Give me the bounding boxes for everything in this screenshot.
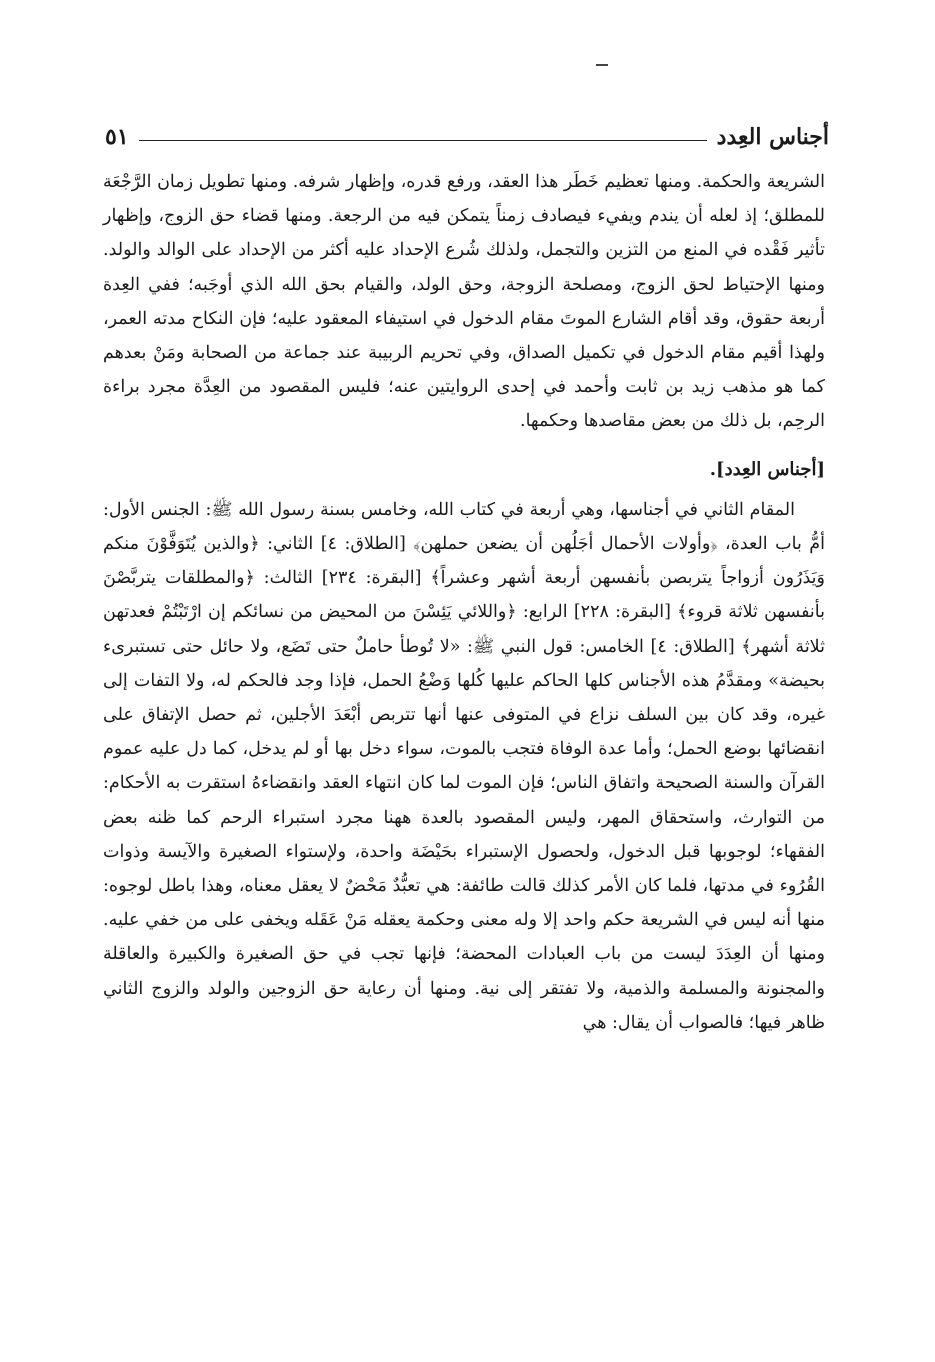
paragraph-1: الشريعة والحكمة. ومنها تعظيم خَطَر هذا العقد، ورفع قدره، وإظهار شرفه. ومنها تطويل زمان الرَّجْعَة للمطلق؛ إذ لعله أن يندم ويفيء فيصادف زمناً يتمكن فيه من الرجعة. ومنها قضاء حق الزوج، وإظهار تأثير فَقْده في المنع من التزين والتجمل، ولذلك شُرع الإحداد عليه أكثر من الإحداد على الوالد والولد. ومنها الإحتياط لحق الزوج، ومصلحة الزوجة، وحق الولد، والقيام بحق الله الذي أوجَبه؛ ففي العِدة أربعة حقوق، وقد أقام الشارع الموتَ مقام الدخول في استيفاء المعقود عليه؛ فإن النكاح مدته العمر، ولهذا أقيم مقام الدخول في تكميل الصداق، وفي تحريم الربيبة عند جماعة من الصحابة ومَنْ بعدهم كما هو مذهب زيد بن ثابت وأحمد في إحدى الروايتين عنه؛ فليس المقصود من العِدَّة مجرد براءة الرحِم، بل ذلك من بعض مقاصدها وحكمها. — [103, 172, 825, 432]
top-mark — [596, 64, 608, 66]
header-rule — [139, 140, 707, 141]
header-title: أجناس العِدد — [716, 124, 829, 150]
section-heading: [أجناس العِدد]. — [709, 458, 825, 480]
paragraph-2: المقام الثاني في أجناسها، وهي أربعة في كتاب الله، وخامس بسنة رسول الله ﷺ: الجنس الأول: أمُّ باب العدة، ﴿وأولات الأحمال أجَلُهن أن يضعن حملهن﴾ [الطلاق: ٤] الثاني: ﴿والذين يُتَوَفَّوْنَ منكم وَيَذَرُون أزواجاً يتربصن بأنفسهن أربعة أشهر وعشراً﴾ [البقرة: ٢٣٤] الثالث: ﴿والمطلقات يتربَّصْنَ بأنفسهن ثلاثة قروء﴾ [البقرة: ٢٢٨] الرابع: ﴿واللائي يَئِسْنَ من المحيض من نسائكم إن ارْتَبْتُمْ فعدتهن ثلاثة أشهر﴾ [الطلاق: ٤] الخامس: قول النبي ﷺ: «لا تُوطأ حاملٌ حتى تَضَع، ولا حائل حتى تستبرىء بحيضة» ومقدَّمُ هذه الأجناس كلها الحاكم عليها كُلها وَضْعُ الحمل، فإذا وجد فالحكم له، ولا التفات إلى غيره، وقد كان بين السلف نزاع في المتوفى عنها أنها تتربص أبْعَدَ الأجلين، ثم حصل الإتفاق على انقضائها بوضع الحمل؛ وأما عدة الوفاة فتجب بالموت، سواء دخل بها أو لم يدخل، كما دل عليه عموم القرآن والسنة الصحيحة واتفاق الناس؛ فإن الموت لما كان انتهاء العقد وانقضاءهُ استقرت به الأحكام: من التوارث، واستحقاق المهر، وليس المقصود بالعدة ههنا مجرد استبراء الرحم كما ظنه بعض الفقهاء؛ لوجوبها قبل الدخول، ولحصول الإستبراء بحَيْضَة واحدة، ولإستواء الصغيرة والآيسة وذوات القُرُوء في مدتها، فلما كان الأمر كذلك قالت طائفة: هي تعبُّدٌ مَحْضٌ لا يعقل معناه، وهذا باطل لوجوه: منها أنه ليس في الشريعة حكم واحد إلا وله معنى وحكمة يعقله مَنْ عَقَله ويخفى على من خفي عليه. ومنها أن العِدَدَ ليست من باب العبادات المحضة؛ فإنها تجب في حق الصغيرة والكبيرة والعاقلة والمجنونة والمسلمة والذمية، ولا تفتقر إلى نية. ومنها أن رعاية حق الزوجين والولد والزوج الثاني ظاهر فيها؛ فالصواب أن يقال: هي — [103, 499, 826, 1033]
running-header — [105, 116, 829, 150]
page-body — [103, 165, 825, 1040]
page-number: ٥١ — [105, 124, 129, 150]
